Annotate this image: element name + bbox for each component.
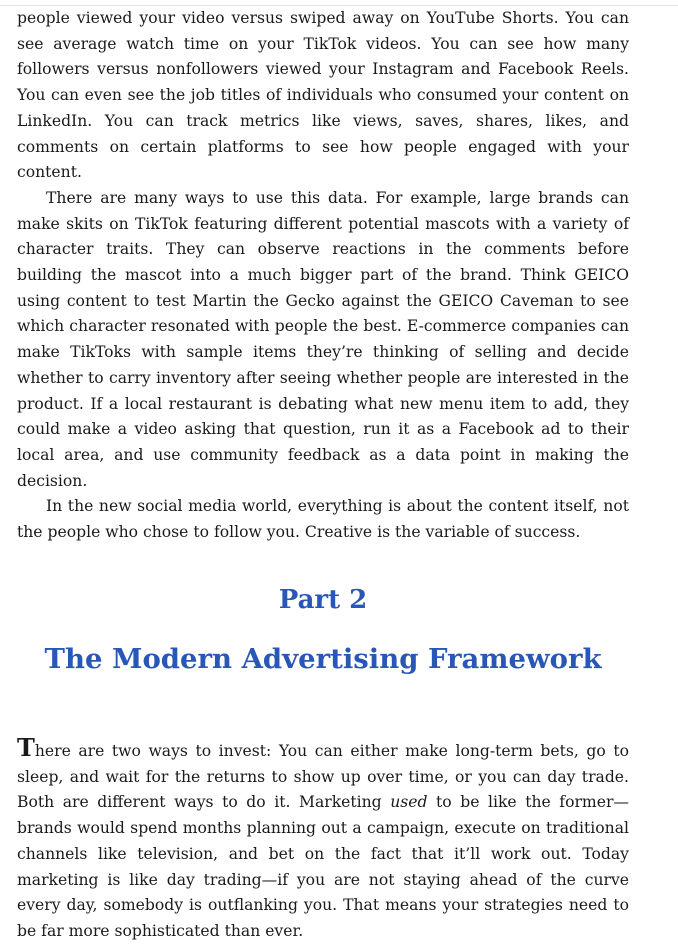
part-title-heading: The Modern Advertising Framework [44,643,602,675]
paragraph-use-data: There are many ways to use this data. For example, large brands can make skits on TikTok featuring different potential mascots with a variety of character traits. They can observe reactions in the comments before building the mascot into a much bigger part of the brand. Think GEICO using content to test Martin the Gecko against the GEICO Caveman to see which character resonated with people the best. E-commerce companies can make TikToks with sample items they’re thinking of selling and decide whether to carry inventory after seeing whether people are interested in the product. If a local restaurant is debating what new menu item to add, they could make a video asking that question, run it as a Facebook ad to their local area, and use community feedback as a data point in making the decision. [17,188,629,490]
paragraph-creative: In the new social media world, everything is about the content itself, not the people who chose to follow you. Creative is the variable of success. [17,497,629,542]
paragraph-invest [17,733,629,945]
drop-cap: T [17,733,35,762]
intro-text-end: to be like the former—brands would spend months planning out a campaign, execute on traditional channels like television, and bet on the fact that it’ll work out. Today marketing is like day trading—if you are not staying ahead of the curve every day, somebody is outflanking you. That means your strategies need to be far more sophisticated than ever. [17,793,629,940]
section-intro [17,733,629,945]
italic-word: used [390,793,428,812]
paragraph-metrics: people viewed your video versus swiped away on YouTube Shorts. You can see average watch time on your TikTok videos. You can see how many followers versus nonfollowers viewed your Instagram and Facebook Reels. You can even see the job titles of individuals who consumed your content on LinkedIn. You can track metrics like views, saves, shares, likes, and comments on certain platforms to see how people engaged with your content. [17,9,629,182]
intro-text-start: here are two ways to invest: You can either make long-term bets, go to sleep, and wait for the returns to show up over time, or you can day trade. Both are different ways to do it. Marketing [17,742,629,812]
body-text [17,6,629,546]
part-number-heading: Part 2 [278,585,368,615]
